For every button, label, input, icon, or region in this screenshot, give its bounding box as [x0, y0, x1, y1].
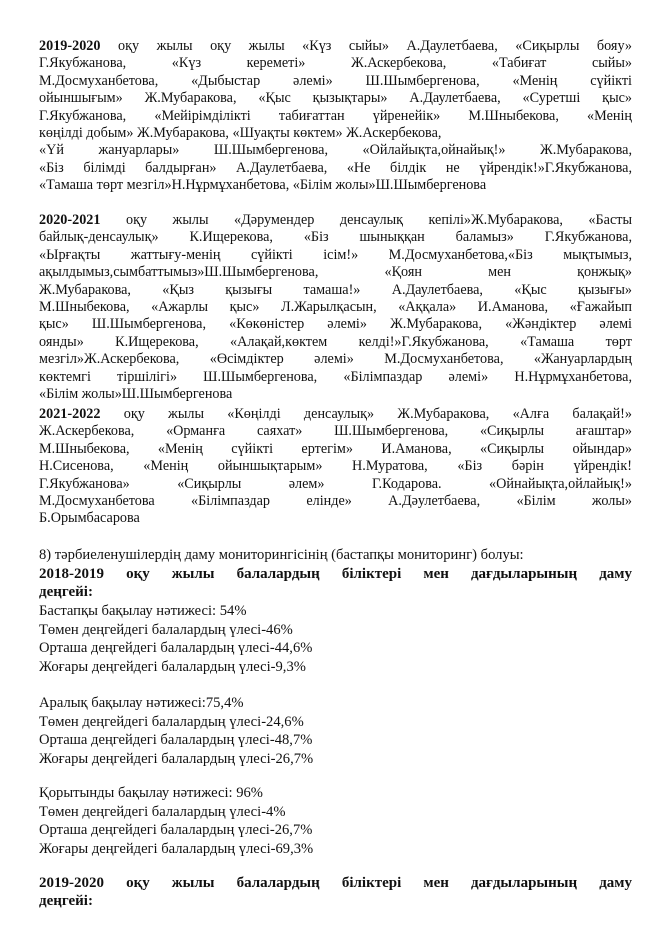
activity-line: «Тамаша төрт мезгіл»Н.Нұрмұханбетова, «Білім жолы»Ш.Шымбергенова: [39, 177, 487, 194]
year-2019-2020-heading: [39, 874, 632, 910]
section-8: [39, 546, 632, 565]
activity-line: «Білім жолы»Ш.Шымбергенова: [39, 386, 233, 403]
heading-line: деңгейі:: [39, 893, 93, 909]
activity-line: Н.Сисенова, «Менің ойыншықтарым» Н.Муратова, «Біз бәрін үйрендік!: [39, 458, 632, 475]
heading-line: 2019-2020 оқу жылы балалардың біліктері мен дағдыларының даму: [39, 875, 632, 891]
monitoring-item: Жоғары деңгейдегі балалардың үлесі-26,7%: [39, 750, 314, 767]
activity-line: «Ырғақты жаттығу-менің сүйікті ісім!» М.Досмуханбетова,«Біз мықтымыз,: [39, 246, 632, 263]
activity-line: Ж.Аскербекова, «Орманға саяхат» Ш.Шымбергенова, «Сиқырлы ағаштар»: [39, 423, 632, 440]
activity-line: оқу жылы «Көңілді денсаулық» Ж.Мубаракова, «Алға балақай!»: [123, 406, 632, 422]
monitoring-item: Төмен деңгейдегі балалардың үлесі-4%: [39, 803, 286, 820]
initial-monitoring: [39, 602, 632, 676]
activities-2020-2021: [39, 212, 632, 403]
monitoring-item: Жоғары деңгейдегі балалардың үлесі-9,3%: [39, 658, 306, 675]
activity-line: Ж.Мубаракова, «Қыз қызығы тамаша!» А.Даулетбаева, «Қыс қызығы»: [39, 281, 632, 298]
heading-line: 2018-2019 оқу жылы балалардың біліктері мен дағдыларының даму: [39, 566, 632, 582]
monitoring-title: Қорытынды бақылау нәтижесі: 96%: [39, 785, 263, 801]
activity-line: ақылдымыз,сымбаттымыз»Ш.Шымбергенова, «Қоян мен қонжық»: [39, 264, 632, 281]
activity-line: оянды» К.Ищерекова, «Алақай,көктем келді!»Г.Якубжанова, «Тамаша төрт: [39, 333, 632, 350]
year-label: 2019-2020: [39, 38, 101, 54]
activity-line: мезгіл»Ж.Аскербекова, «Өсімдіктер әлемі» М.Досмуханбетова, «Жануарлардың: [39, 351, 632, 368]
activity-line: М.Досмуханбетова «Білімпаздар елінде» А.Дәулетбаева, «Білім жолы»: [39, 493, 632, 510]
activity-line: қыс» Ш.Шымбергенова, «Көкөністер әлемі» Ж.Мубаракова, «Жәндіктер әлемі: [39, 316, 632, 333]
activity-line: М.Шныбекова, «Ажарлы қыс» Л.Жарылқасын, «Аққала» И.Аманова, «Ғажайып: [39, 299, 632, 316]
activity-line: «Үй жануарлары» Ш.Шымбергенова, «Ойлайықта,ойнайық!» Ж.Мубаракова,: [39, 142, 632, 159]
activity-line: көңілді добым» Ж.Мубаракова, «Шуақты көктем» Ж.Аскербекова,: [39, 125, 442, 142]
activity-line: Г.Якубжанова, «Күз кереметі» Ж.Аскербекова, «Табиғат сыйы»: [39, 55, 632, 72]
activities-2019-2020: [39, 38, 632, 195]
year-label: 2021-2022: [39, 406, 101, 422]
activity-line: оқу жылы оқу жылы «Күз сыйы» А.Даулетбаева, «Сиқырлы бояу»: [118, 38, 633, 54]
activities-2021-2022: [39, 406, 632, 528]
monitoring-item: Төмен деңгейдегі балалардың үлесі-46%: [39, 621, 293, 638]
activity-line: байлық-денсаулық» К.Ищерекова, «Біз шыныққан баламыз» Г.Якубжанова,: [39, 229, 632, 246]
year-2018-2019-heading: [39, 565, 632, 601]
activity-line: оқу жылы «Дәрумендер денсаулық кепілі»Ж.Мубаракова, «Басты: [125, 212, 632, 228]
monitoring-item: Орташа деңгейдегі балалардың үлесі-44,6%: [39, 640, 313, 657]
monitoring-item: Орташа деңгейдегі балалардың үлесі-48,7%: [39, 732, 313, 749]
monitoring-item: Жоғары деңгейдегі балалардың үлесі-69,3%: [39, 840, 314, 857]
heading-line: деңгейі:: [39, 584, 93, 600]
activity-line: «Біз білімді балдырған» А.Даулетбаева, «Не білдік не үйрендік!»Г.Якубжанова,: [39, 159, 632, 176]
monitoring-title: Бастапқы бақылау нәтижесі: 54%: [39, 603, 247, 619]
activity-line: көктемгі тіршілігі» Ш.Шымбергенова, «Білімпаздар әлемі» Н.Нұрмұханбетова,: [39, 368, 632, 385]
final-monitoring: [39, 784, 632, 858]
section-8-intro: 8) тәрбиеленушілердің даму мониторингісінің (бастапқы мониторинг) болуы:: [39, 547, 524, 563]
activity-line: М.Досмуханбетова, «Дыбыстар әлемі» Ш.Шымбергенова, «Менің сүйікті: [39, 72, 632, 89]
activity-line: Г.Якубжанова, «Мейірімділікті табиғаттан үйренейік» М.Шныбекова, «Менің: [39, 107, 632, 124]
monitoring-title: Аралық бақылау нәтижесі:75,4%: [39, 695, 244, 711]
intermediate-monitoring: [39, 694, 632, 768]
activity-line: Г.Якубжанова» «Сиқырлы әлем» Г.Кодарова. «Ойнайықта,ойлайық!»: [39, 475, 632, 492]
monitoring-item: Төмен деңгейдегі балалардың үлесі-24,6%: [39, 713, 304, 730]
activity-line: Б.Орымбасарова: [39, 510, 140, 527]
monitoring-item: Орташа деңгейдегі балалардың үлесі-26,7%: [39, 822, 313, 839]
activity-line: М.Шныбекова, «Менің сүйікті ертегім» И.Аманова, «Сиқырлы ойындар»: [39, 440, 632, 457]
activity-line: ойыншығым» Ж.Мубаракова, «Қыс қызықтары» А.Даулетбаева, «Суретші қыс»: [39, 90, 632, 107]
year-label: 2020-2021: [39, 212, 101, 228]
